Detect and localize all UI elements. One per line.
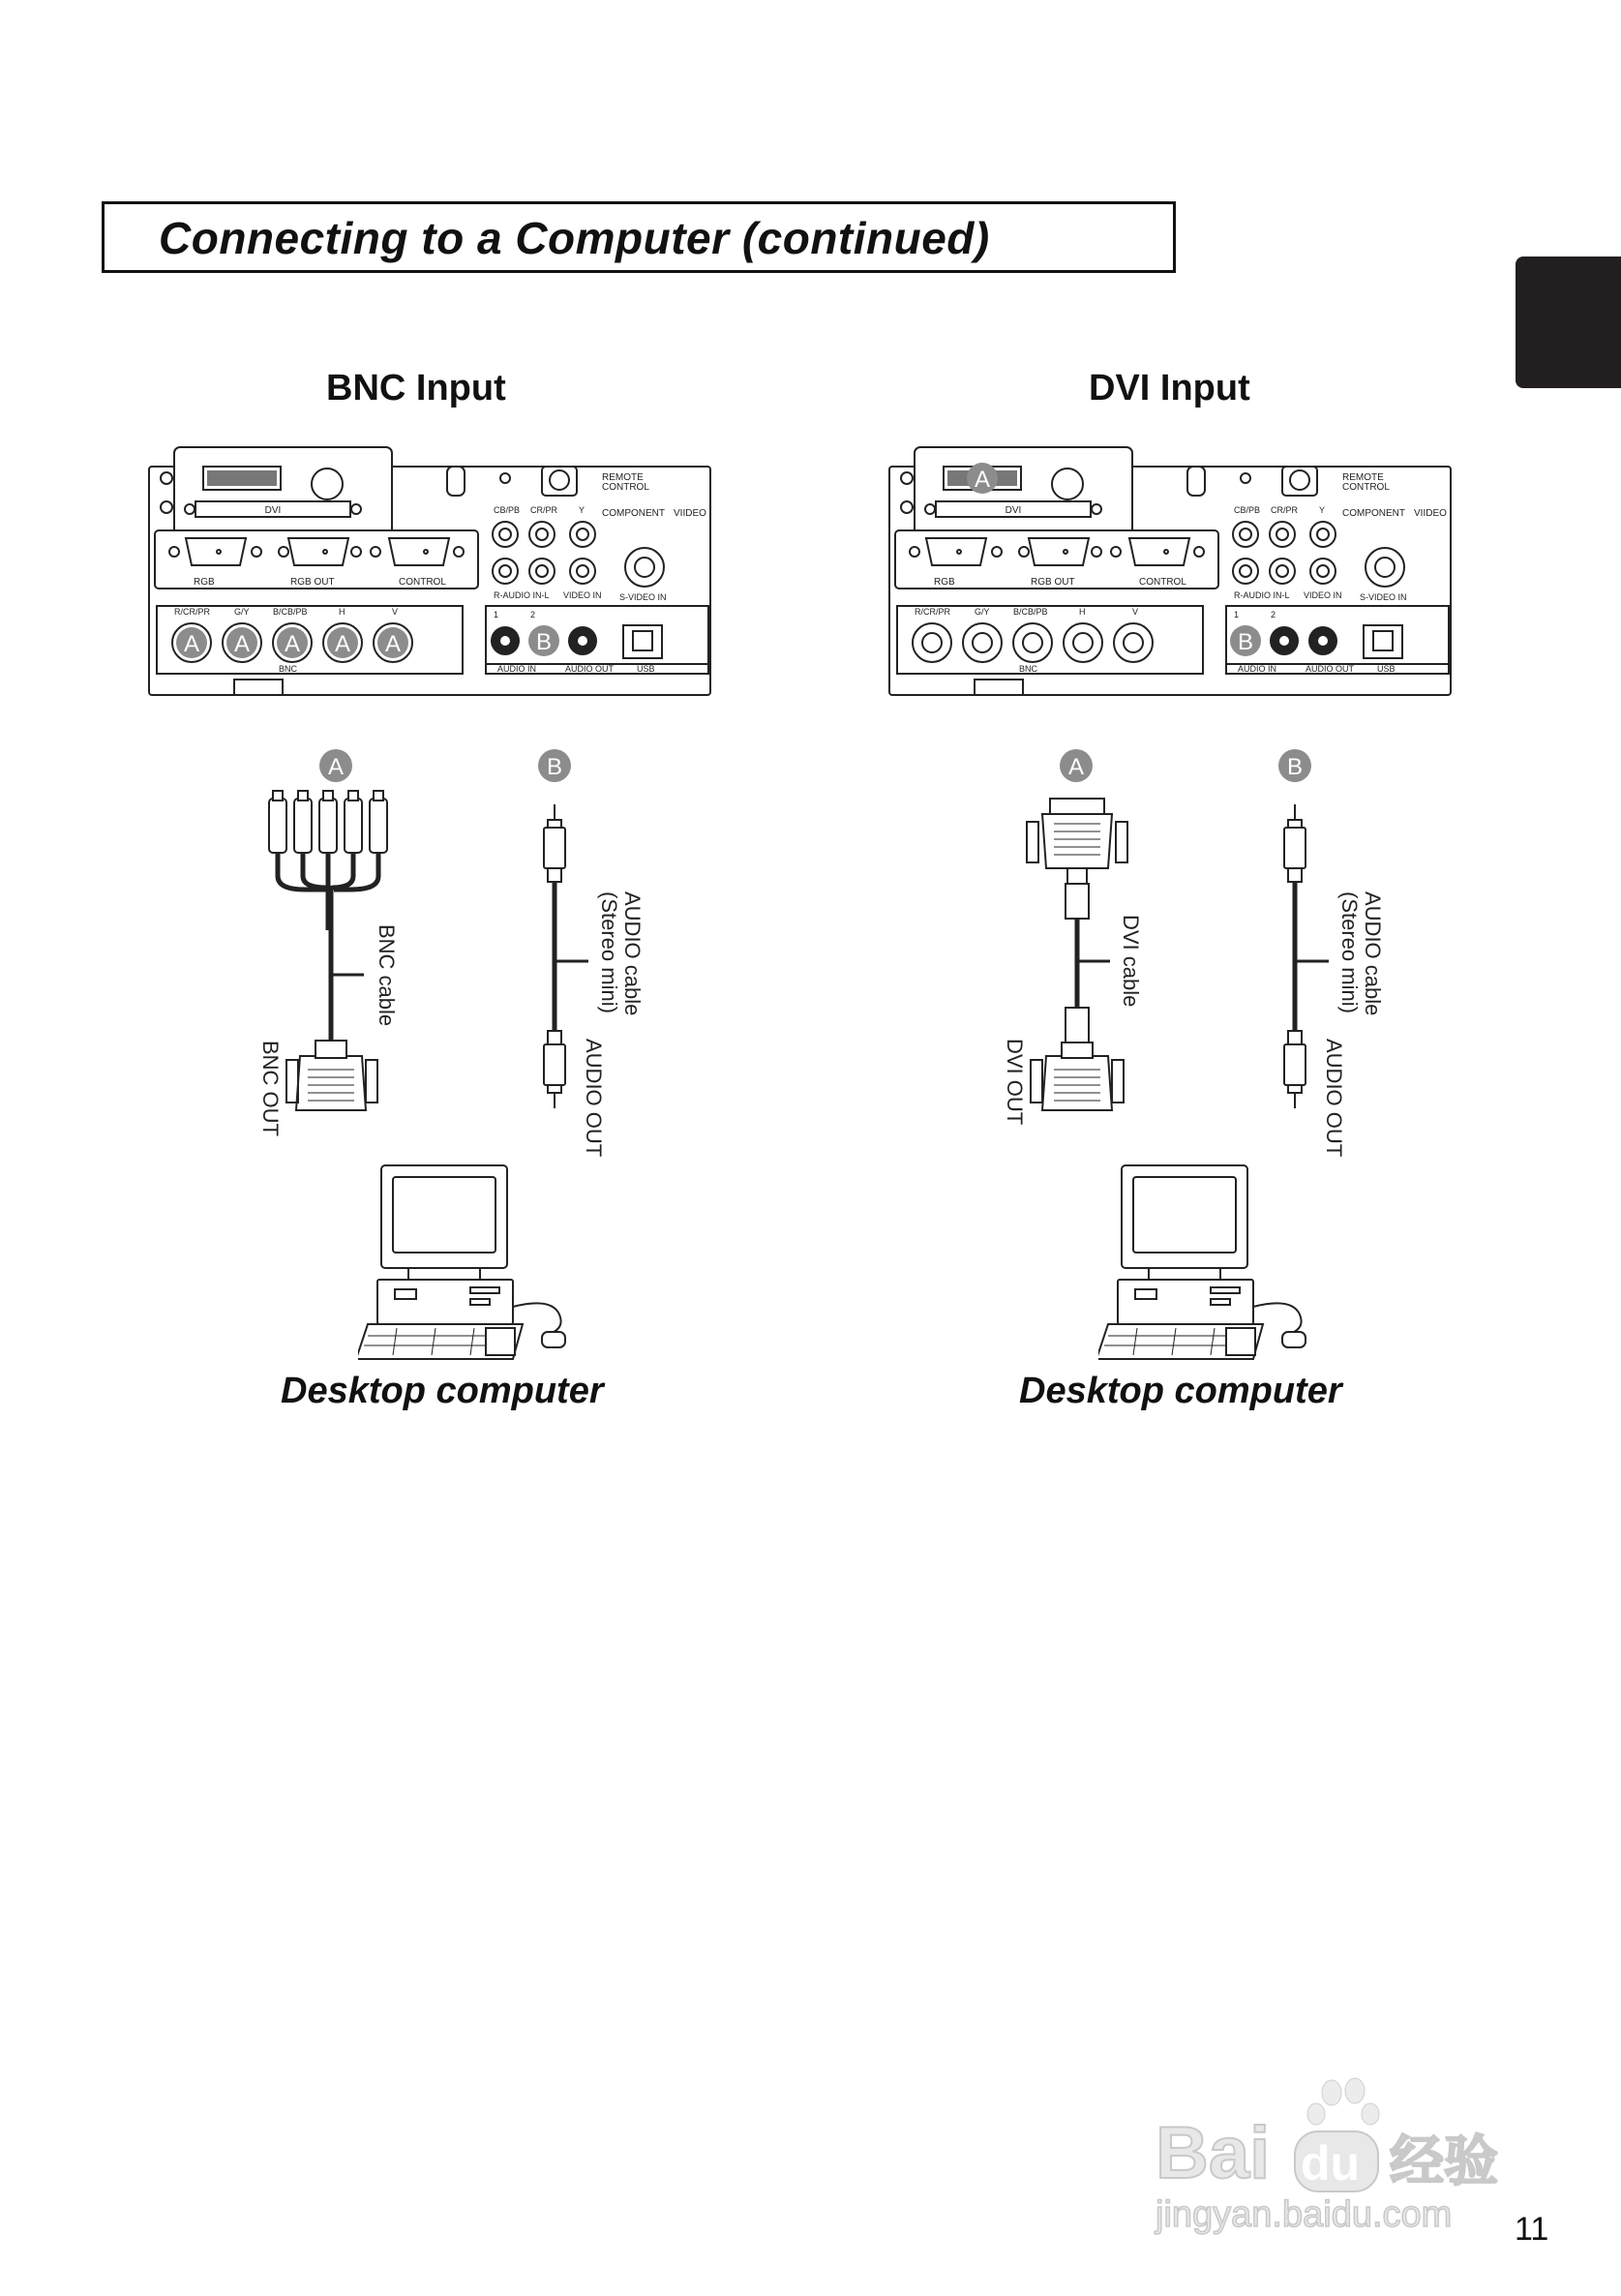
bnc-desktop-caption: Desktop computer bbox=[281, 1371, 604, 1411]
svg-text:CR/PR: CR/PR bbox=[530, 505, 558, 515]
svg-text:A: A bbox=[233, 631, 251, 657]
audio-cable-label: AUDIO cable bbox=[1361, 891, 1385, 1016]
dvi-input-heading: DVI Input bbox=[1089, 368, 1250, 408]
svg-text:R/CR/PR: R/CR/PR bbox=[915, 607, 951, 617]
svg-text:A: A bbox=[284, 631, 301, 657]
svg-text:S-VIDEO IN: S-VIDEO IN bbox=[619, 592, 667, 602]
svg-text:Y: Y bbox=[579, 505, 585, 515]
page-title: Connecting to a Computer (continued) bbox=[159, 213, 990, 263]
svg-text:AUDIO OUT: AUDIO OUT bbox=[565, 664, 615, 674]
svg-text:REMOTE: REMOTE bbox=[602, 472, 644, 483]
svg-text:VIDEO IN: VIDEO IN bbox=[563, 590, 602, 600]
audio-cable-type: (Stereo mini) bbox=[597, 891, 621, 1013]
svg-text:经验: 经验 bbox=[1390, 2130, 1498, 2191]
projector-panel-bnc bbox=[145, 416, 716, 702]
baidu-jingyan-watermark bbox=[1150, 2071, 1537, 2236]
svg-text:VIIDEO: VIIDEO bbox=[1414, 508, 1447, 519]
audio-cable-label: AUDIO cable bbox=[620, 891, 645, 1016]
svg-text:V: V bbox=[392, 607, 399, 617]
svg-text:2: 2 bbox=[530, 610, 536, 619]
page-title-box bbox=[102, 201, 1176, 273]
desktop-computer-icon bbox=[358, 1162, 590, 1365]
svg-text:BNC: BNC bbox=[279, 664, 298, 674]
svg-text:R/CR/PR: R/CR/PR bbox=[174, 607, 211, 617]
dvi-port-label: DVI bbox=[264, 505, 282, 516]
audio-cable-type: (Stereo mini) bbox=[1337, 891, 1362, 1013]
dvi-desktop-caption: Desktop computer bbox=[1019, 1371, 1342, 1411]
svg-text:RGB OUT: RGB OUT bbox=[290, 577, 335, 588]
svg-text:USB: USB bbox=[637, 664, 655, 674]
svg-text:Bai: Bai bbox=[1156, 2112, 1271, 2194]
svg-text:A: A bbox=[334, 631, 351, 657]
bnc-connectors bbox=[269, 791, 387, 1041]
svg-text:H: H bbox=[1079, 607, 1086, 617]
svg-text:B/CB/PB: B/CB/PB bbox=[273, 607, 308, 617]
svg-text:RGB: RGB bbox=[934, 577, 955, 588]
svg-text:G/Y: G/Y bbox=[975, 607, 990, 617]
bnc-input-heading: BNC Input bbox=[326, 368, 506, 408]
marker-b-audio-port: B bbox=[1237, 629, 1254, 655]
svg-text:R-AUDIO IN-L: R-AUDIO IN-L bbox=[1234, 590, 1290, 600]
svg-text:VIIDEO: VIIDEO bbox=[674, 508, 706, 519]
dvi-connector-bottom bbox=[1031, 1042, 1124, 1110]
svg-text:G/Y: G/Y bbox=[234, 607, 250, 617]
svg-text:H: H bbox=[339, 607, 345, 617]
svg-text:AUDIO IN: AUDIO IN bbox=[1238, 664, 1277, 674]
svg-text:CB/PB: CB/PB bbox=[1234, 505, 1261, 515]
svg-text:1: 1 bbox=[494, 610, 499, 619]
svg-text:jingyan.baidu.com: jingyan.baidu.com bbox=[1156, 2194, 1453, 2235]
marker-b-audio-cable: B bbox=[1286, 754, 1304, 780]
svg-text:A: A bbox=[384, 631, 402, 657]
marker-a-dvi-cable: A bbox=[1067, 754, 1085, 780]
svg-text:2: 2 bbox=[1271, 610, 1276, 619]
svg-text:AUDIO OUT: AUDIO OUT bbox=[1306, 664, 1355, 674]
svg-text:RGB OUT: RGB OUT bbox=[1031, 577, 1075, 588]
dvi-connector-top bbox=[1027, 799, 1127, 1042]
svg-text:du: du bbox=[1301, 2136, 1361, 2190]
marker-b-audio-cable: B bbox=[546, 754, 563, 780]
projector-panel-dvi bbox=[886, 416, 1456, 702]
svg-text:CONTROL: CONTROL bbox=[602, 482, 649, 493]
svg-text:CONTROL: CONTROL bbox=[399, 577, 446, 588]
dvi-cable-diagram bbox=[982, 740, 1389, 1186]
audio-out-label: AUDIO OUT bbox=[1322, 1039, 1346, 1158]
svg-text:VIDEO IN: VIDEO IN bbox=[1304, 590, 1342, 600]
marker-b-audio-port: B bbox=[535, 629, 553, 655]
marker-a-bnc-cable: A bbox=[327, 754, 345, 780]
svg-text:CB/PB: CB/PB bbox=[494, 505, 521, 515]
svg-text:CONTROL: CONTROL bbox=[1342, 482, 1390, 493]
svg-text:COMPONENT: COMPONENT bbox=[1342, 508, 1405, 519]
svg-text:R-AUDIO IN-L: R-AUDIO IN-L bbox=[494, 590, 550, 600]
page-number: 11 bbox=[1515, 2211, 1549, 2248]
svg-text:V: V bbox=[1132, 607, 1139, 617]
svg-text:CR/PR: CR/PR bbox=[1271, 505, 1299, 515]
svg-text:RGB: RGB bbox=[194, 577, 215, 588]
svg-text:A: A bbox=[183, 631, 200, 657]
marker-a-dvi-port: A bbox=[974, 467, 991, 493]
section-tab bbox=[1516, 257, 1621, 388]
svg-text:USB: USB bbox=[1377, 664, 1396, 674]
svg-text:DVI: DVI bbox=[1005, 505, 1022, 516]
svg-text:REMOTE: REMOTE bbox=[1342, 472, 1384, 483]
dvi-out-label: DVI OUT bbox=[1003, 1039, 1027, 1126]
bnc-cable-label: BNC cable bbox=[375, 924, 399, 1027]
svg-text:CONTROL: CONTROL bbox=[1139, 577, 1186, 588]
audio-out-label: AUDIO OUT bbox=[582, 1039, 606, 1158]
bnc-out-label: BNC OUT bbox=[258, 1041, 283, 1136]
svg-text:BNC: BNC bbox=[1019, 664, 1038, 674]
bnc-cable-diagram bbox=[242, 740, 648, 1186]
svg-text:AUDIO IN: AUDIO IN bbox=[497, 664, 537, 674]
desktop-computer-icon bbox=[1098, 1162, 1331, 1365]
svg-text:Y: Y bbox=[1319, 505, 1326, 515]
svg-text:COMPONENT: COMPONENT bbox=[602, 508, 665, 519]
svg-text:1: 1 bbox=[1234, 610, 1240, 619]
svg-text:S-VIDEO IN: S-VIDEO IN bbox=[1360, 592, 1407, 602]
dvi-cable-label: DVI cable bbox=[1119, 915, 1143, 1008]
svg-text:B/CB/PB: B/CB/PB bbox=[1013, 607, 1048, 617]
